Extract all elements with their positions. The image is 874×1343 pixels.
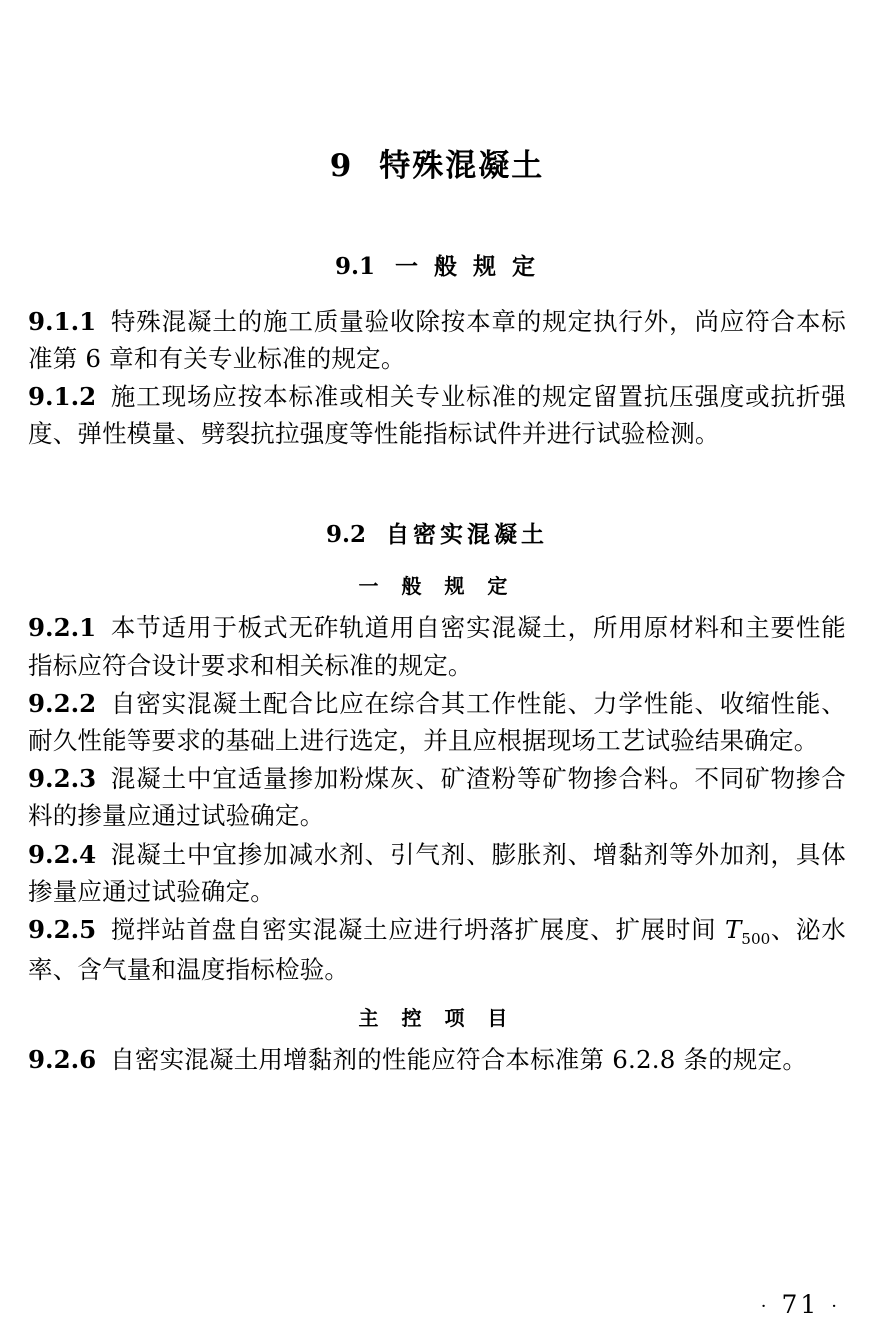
clause-text: 混凝土中宜适量掺加粉煤灰、矿渣粉等矿物掺合料。不同矿物掺合料的掺量应通过试验确定。 [28, 764, 846, 831]
chapter-number: 9 [329, 148, 354, 184]
clause-label: 9.2.2 [28, 688, 97, 718]
clause-label: 9.2.1 [28, 613, 97, 643]
subhead-general-rules: 一 般 规 定 [358, 574, 516, 599]
clause-9-2-2 [28, 685, 846, 759]
chapter-title-text: 特殊混凝土 [379, 148, 545, 184]
clause-text: 自密实混凝土用增黏剂的性能应符合本标准第 6.2.8 条的规定。 [110, 1045, 808, 1075]
clause-9-2-3 [28, 760, 846, 834]
clause-text: 本节适用于板式无砟轨道用自密实混凝土，所用原材料和主要性能指标应符合设计要求和相关标准的规定。 [28, 613, 846, 680]
clause-label: 9.1.2 [28, 382, 97, 412]
section-number: 9.1 [334, 253, 375, 281]
clause-text: 自密实混凝土配合比应在综合其工作性能、力学性能、收缩性能、耐久性能等要求的基础上进行选定，并且应根据现场工艺试验结果确定。 [28, 688, 846, 756]
clause-9-2-4 [28, 836, 846, 910]
clause-label: 9.2.4 [28, 839, 97, 869]
page-footer [761, 1290, 840, 1319]
footer-dot-left: · [760, 1296, 770, 1317]
clause-9-1-1 [28, 303, 846, 377]
clause-text-after: 、泌水率、含气量和温度指标检验。 [28, 915, 846, 985]
clause-label: 9.1.1 [28, 306, 97, 336]
symbol-T: T [724, 915, 742, 945]
section-title-text: 一 般 规 定 [394, 253, 540, 281]
clause-9-2-1 [28, 609, 846, 683]
clause-label: 9.2.6 [28, 1045, 97, 1075]
clause-9-1-2 [28, 378, 846, 452]
clause-label: 9.2.3 [28, 764, 97, 794]
chapter-title [28, 148, 846, 185]
symbol-subscript: 500 [741, 930, 771, 949]
clause-text: 施工现场应按本标准或相关专业标准的规定留置抗压强度或抗折强度、弹性模量、劈裂抗拉强度等性能指标试件并进行试验检测。 [28, 382, 846, 449]
section-title-text: 自密实混凝土 [386, 520, 548, 548]
clause-text: 特殊混凝土的施工质量验收除按本章的规定执行外，尚应符合本标准第 6 章和有关专业标准的规定。 [28, 306, 846, 374]
section-title-9-2 [28, 521, 846, 549]
footer-dot-right: · [831, 1296, 840, 1317]
clause-label: 9.2.5 [28, 915, 97, 945]
section-number: 9.2 [325, 520, 366, 548]
clause-text-before: 搅拌站首盘自密实混凝土应进行坍落扩展度、扩展时间 [110, 915, 725, 945]
clause-text: 混凝土中宜掺加减水剂、引气剂、膨胀剂、增黏剂等外加剂，具体掺量应通过试验确定。 [28, 839, 846, 906]
clause-9-2-5 [28, 911, 846, 988]
clause-9-2-6 [28, 1041, 846, 1078]
subhead-main-control-items: 主 控 项 目 [358, 1006, 516, 1031]
section-title-9-1 [28, 253, 846, 281]
page-number: 71 [781, 1290, 820, 1319]
